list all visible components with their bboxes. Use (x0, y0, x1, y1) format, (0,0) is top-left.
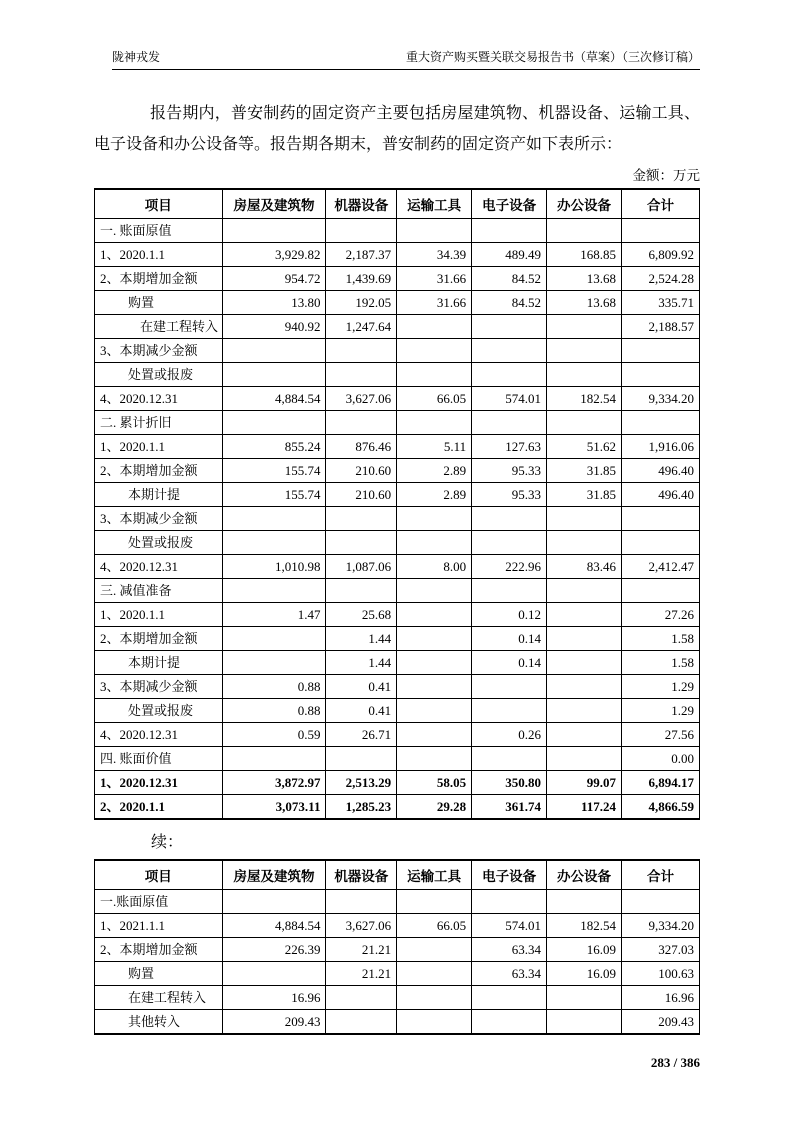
row-label: 2、本期增加金额 (95, 459, 223, 483)
value-cell: 1,285.23 (326, 795, 397, 820)
value-cell: 13.80 (222, 291, 326, 315)
table-row (95, 938, 700, 962)
column-header: 项目 (95, 860, 223, 890)
value-cell: 99.07 (547, 771, 622, 795)
value-cell (397, 411, 472, 435)
value-cell: 0.88 (222, 675, 326, 699)
row-label: 4、2020.12.31 (95, 387, 223, 411)
value-cell (472, 890, 547, 914)
table-row (95, 435, 700, 459)
row-label: 1、2020.1.1 (95, 435, 223, 459)
row-label: 3、本期减少金额 (95, 507, 223, 531)
value-cell: 31.85 (547, 483, 622, 507)
value-cell (472, 579, 547, 603)
value-cell (621, 411, 699, 435)
value-cell: 95.33 (472, 483, 547, 507)
table-row (95, 507, 700, 531)
row-label: 2、本期增加金额 (95, 267, 223, 291)
value-cell: 13.68 (547, 291, 622, 315)
value-cell: 335.71 (621, 291, 699, 315)
value-cell: 940.92 (222, 315, 326, 339)
row-label: 本期计提 (95, 651, 223, 675)
value-cell: 0.00 (621, 747, 699, 771)
value-cell: 3,872.97 (222, 771, 326, 795)
table-row (95, 291, 700, 315)
table-row (95, 267, 700, 291)
value-cell: 2,412.47 (621, 555, 699, 579)
table-row (95, 243, 700, 267)
row-label: 2、本期增加金额 (95, 938, 223, 962)
value-cell (326, 507, 397, 531)
row-label: 1、2020.12.31 (95, 771, 223, 795)
value-cell: 6,894.17 (621, 771, 699, 795)
continuation-label: 续： (151, 834, 184, 851)
value-cell: 1,247.64 (326, 315, 397, 339)
value-cell (397, 603, 472, 627)
table-row (95, 962, 700, 986)
column-header: 合计 (621, 189, 699, 219)
table-row (95, 411, 700, 435)
table-row (95, 795, 700, 820)
value-cell (547, 507, 622, 531)
value-cell (472, 507, 547, 531)
value-cell (222, 627, 326, 651)
value-cell: 0.88 (222, 699, 326, 723)
table-row (95, 914, 700, 938)
page-number: 283 / 386 (650, 1055, 700, 1070)
value-cell: 66.05 (397, 914, 472, 938)
value-cell: 226.39 (222, 938, 326, 962)
value-cell: 168.85 (547, 243, 622, 267)
column-header: 合计 (621, 860, 699, 890)
value-cell: 210.60 (326, 483, 397, 507)
value-cell (222, 411, 326, 435)
header-document-title: 重大资产购买暨关联交易报告书（草案）（三次修订稿） (405, 50, 700, 64)
column-header: 房屋及建筑物 (222, 189, 326, 219)
value-cell: 1.58 (621, 627, 699, 651)
value-cell: 100.63 (621, 962, 699, 986)
value-cell: 0.26 (472, 723, 547, 747)
row-label: 3、本期减少金额 (95, 339, 223, 363)
value-cell (547, 747, 622, 771)
value-cell (326, 579, 397, 603)
value-cell (621, 339, 699, 363)
table-row (95, 531, 700, 555)
value-cell (326, 411, 397, 435)
value-cell: 3,929.82 (222, 243, 326, 267)
value-cell: 27.56 (621, 723, 699, 747)
value-cell: 29.28 (397, 795, 472, 820)
value-cell: 21.21 (326, 962, 397, 986)
value-cell: 58.05 (397, 771, 472, 795)
row-label: 本期计提 (95, 483, 223, 507)
unit-label: 金额：万元 (632, 168, 700, 183)
intro-paragraph: 报告期内，普安制药的固定资产主要包括房屋建筑物、机器设备、运输工具、电子设备和办公设备等。报告期各期末，普安制药的固定资产如下表所示： (94, 105, 700, 153)
value-cell: 5.11 (397, 435, 472, 459)
row-label: 一.账面原值 (95, 890, 223, 914)
table-row (95, 627, 700, 651)
value-cell: 361.74 (472, 795, 547, 820)
value-cell (472, 363, 547, 387)
row-label: 其他转入 (95, 1010, 223, 1035)
value-cell: 3,073.11 (222, 795, 326, 820)
value-cell (547, 531, 622, 555)
value-cell: 4,884.54 (222, 387, 326, 411)
column-header: 运输工具 (397, 860, 472, 890)
value-cell: 1.44 (326, 627, 397, 651)
value-cell: 8.00 (397, 555, 472, 579)
value-cell: 16.09 (547, 962, 622, 986)
value-cell (547, 675, 622, 699)
value-cell (326, 339, 397, 363)
value-cell: 9,334.20 (621, 914, 699, 938)
value-cell: 0.41 (326, 699, 397, 723)
value-cell: 31.66 (397, 267, 472, 291)
value-cell: 3,627.06 (326, 387, 397, 411)
value-cell (547, 219, 622, 243)
value-cell (397, 363, 472, 387)
row-label: 2、2020.1.1 (95, 795, 223, 820)
value-cell: 4,866.59 (621, 795, 699, 820)
value-cell (397, 339, 472, 363)
value-cell: 117.24 (547, 795, 622, 820)
value-cell: 2.89 (397, 483, 472, 507)
value-cell (397, 315, 472, 339)
value-cell: 31.66 (397, 291, 472, 315)
value-cell: 25.68 (326, 603, 397, 627)
value-cell: 0.12 (472, 603, 547, 627)
value-cell (397, 651, 472, 675)
value-cell: 4,884.54 (222, 914, 326, 938)
table-row (95, 890, 700, 914)
value-cell: 51.62 (547, 435, 622, 459)
value-cell: 855.24 (222, 435, 326, 459)
value-cell (472, 747, 547, 771)
table-row (95, 315, 700, 339)
table-row (95, 699, 700, 723)
value-cell: 1,439.69 (326, 267, 397, 291)
value-cell: 84.52 (472, 267, 547, 291)
table-row (95, 219, 700, 243)
value-cell (547, 723, 622, 747)
value-cell (621, 531, 699, 555)
row-label: 2、本期增加金额 (95, 627, 223, 651)
value-cell (397, 507, 472, 531)
table-row (95, 986, 700, 1010)
value-cell (326, 363, 397, 387)
value-cell (621, 507, 699, 531)
row-label: 三. 减值准备 (95, 579, 223, 603)
value-cell (397, 675, 472, 699)
value-cell (547, 579, 622, 603)
value-cell (397, 986, 472, 1010)
value-cell: 1,010.98 (222, 555, 326, 579)
value-cell: 95.33 (472, 459, 547, 483)
value-cell (397, 723, 472, 747)
value-cell (472, 531, 547, 555)
value-cell (326, 890, 397, 914)
value-cell: 127.63 (472, 435, 547, 459)
value-cell (397, 938, 472, 962)
value-cell (397, 962, 472, 986)
value-cell (472, 1010, 547, 1035)
value-cell: 222.96 (472, 555, 547, 579)
table-row (95, 387, 700, 411)
row-label: 1、2021.1.1 (95, 914, 223, 938)
value-cell: 83.46 (547, 555, 622, 579)
value-cell (222, 531, 326, 555)
row-label: 3、本期减少金额 (95, 675, 223, 699)
table-row (95, 483, 700, 507)
value-cell: 1.29 (621, 675, 699, 699)
value-cell: 34.39 (397, 243, 472, 267)
page-header (112, 48, 700, 70)
table-row (95, 771, 700, 795)
column-header: 项目 (95, 189, 223, 219)
value-cell: 182.54 (547, 914, 622, 938)
table-row (95, 747, 700, 771)
value-cell: 63.34 (472, 938, 547, 962)
value-cell (397, 531, 472, 555)
value-cell (222, 890, 326, 914)
value-cell (621, 363, 699, 387)
column-header: 机器设备 (326, 189, 397, 219)
value-cell (472, 339, 547, 363)
value-cell: 209.43 (621, 1010, 699, 1035)
value-cell (222, 962, 326, 986)
table-row (95, 675, 700, 699)
value-cell: 1.29 (621, 699, 699, 723)
value-cell (547, 1010, 622, 1035)
value-cell (222, 651, 326, 675)
row-label: 一. 账面原值 (95, 219, 223, 243)
value-cell (222, 339, 326, 363)
table-row (95, 363, 700, 387)
value-cell (397, 1010, 472, 1035)
table-row (95, 603, 700, 627)
value-cell: 2,188.57 (621, 315, 699, 339)
row-label: 4、2020.12.31 (95, 723, 223, 747)
table-header-row (95, 189, 700, 219)
value-cell (326, 531, 397, 555)
value-cell (547, 603, 622, 627)
table-row (95, 555, 700, 579)
value-cell: 6,809.92 (621, 243, 699, 267)
value-cell: 182.54 (547, 387, 622, 411)
value-cell (397, 747, 472, 771)
value-cell: 496.40 (621, 483, 699, 507)
row-label: 处置或报废 (95, 531, 223, 555)
row-label: 四. 账面价值 (95, 747, 223, 771)
value-cell: 350.80 (472, 771, 547, 795)
value-cell (547, 315, 622, 339)
value-cell (397, 699, 472, 723)
value-cell (326, 986, 397, 1010)
value-cell: 574.01 (472, 387, 547, 411)
value-cell (326, 747, 397, 771)
value-cell (472, 219, 547, 243)
column-header: 办公设备 (547, 189, 622, 219)
value-cell (621, 890, 699, 914)
column-header: 房屋及建筑物 (222, 860, 326, 890)
value-cell: 1.58 (621, 651, 699, 675)
row-label: 1、2020.1.1 (95, 603, 223, 627)
value-cell: 0.14 (472, 627, 547, 651)
value-cell (472, 699, 547, 723)
value-cell: 1,087.06 (326, 555, 397, 579)
value-cell (472, 411, 547, 435)
value-cell (472, 315, 547, 339)
value-cell: 0.14 (472, 651, 547, 675)
table-row (95, 579, 700, 603)
table-row (95, 651, 700, 675)
value-cell: 192.05 (326, 291, 397, 315)
column-header: 办公设备 (547, 860, 622, 890)
value-cell: 0.41 (326, 675, 397, 699)
value-cell (326, 219, 397, 243)
column-header: 电子设备 (472, 189, 547, 219)
value-cell: 155.74 (222, 459, 326, 483)
table-row (95, 1010, 700, 1035)
header-company-name: 陇神戎发 (112, 50, 161, 64)
row-label: 二. 累计折旧 (95, 411, 223, 435)
value-cell: 13.68 (547, 267, 622, 291)
value-cell (397, 219, 472, 243)
value-cell: 574.01 (472, 914, 547, 938)
value-cell: 489.49 (472, 243, 547, 267)
value-cell (621, 579, 699, 603)
value-cell: 1.47 (222, 603, 326, 627)
value-cell (472, 986, 547, 1010)
value-cell: 31.85 (547, 459, 622, 483)
row-label: 4、2020.12.31 (95, 555, 223, 579)
value-cell: 63.34 (472, 962, 547, 986)
table-row (95, 723, 700, 747)
value-cell: 2,187.37 (326, 243, 397, 267)
value-cell: 209.43 (222, 1010, 326, 1035)
fixed-assets-table-2020 (94, 188, 700, 820)
row-label: 在建工程转入 (95, 986, 223, 1010)
value-cell: 16.96 (222, 986, 326, 1010)
table-header-row (95, 860, 700, 890)
row-label: 购置 (95, 291, 223, 315)
value-cell: 2,513.29 (326, 771, 397, 795)
column-header: 电子设备 (472, 860, 547, 890)
value-cell: 2.89 (397, 459, 472, 483)
value-cell (547, 339, 622, 363)
row-label: 处置或报废 (95, 363, 223, 387)
value-cell (326, 1010, 397, 1035)
value-cell (222, 363, 326, 387)
value-cell: 496.40 (621, 459, 699, 483)
value-cell (547, 627, 622, 651)
value-cell: 3,627.06 (326, 914, 397, 938)
value-cell (621, 219, 699, 243)
table-row (95, 339, 700, 363)
table-row (95, 459, 700, 483)
value-cell (547, 651, 622, 675)
value-cell: 66.05 (397, 387, 472, 411)
value-cell (397, 890, 472, 914)
value-cell (547, 363, 622, 387)
value-cell: 27.26 (621, 603, 699, 627)
value-cell: 2,524.28 (621, 267, 699, 291)
value-cell (222, 747, 326, 771)
value-cell: 26.71 (326, 723, 397, 747)
value-cell: 21.21 (326, 938, 397, 962)
value-cell (397, 627, 472, 651)
fixed-assets-table-2021-continued (94, 859, 700, 1035)
value-cell (547, 411, 622, 435)
value-cell: 84.52 (472, 291, 547, 315)
value-cell: 155.74 (222, 483, 326, 507)
column-header: 运输工具 (397, 189, 472, 219)
value-cell (547, 890, 622, 914)
value-cell (397, 579, 472, 603)
value-cell: 9,334.20 (621, 387, 699, 411)
value-cell: 1,916.06 (621, 435, 699, 459)
row-label: 购置 (95, 962, 223, 986)
value-cell: 0.59 (222, 723, 326, 747)
value-cell: 327.03 (621, 938, 699, 962)
value-cell: 16.96 (621, 986, 699, 1010)
value-cell (547, 699, 622, 723)
value-cell: 876.46 (326, 435, 397, 459)
value-cell (547, 986, 622, 1010)
value-cell (222, 219, 326, 243)
row-label: 在建工程转入 (95, 315, 223, 339)
value-cell (222, 579, 326, 603)
column-header: 机器设备 (326, 860, 397, 890)
value-cell (472, 675, 547, 699)
value-cell: 210.60 (326, 459, 397, 483)
row-label: 处置或报废 (95, 699, 223, 723)
value-cell (222, 507, 326, 531)
value-cell: 16.09 (547, 938, 622, 962)
row-label: 1、2020.1.1 (95, 243, 223, 267)
value-cell: 1.44 (326, 651, 397, 675)
value-cell: 954.72 (222, 267, 326, 291)
